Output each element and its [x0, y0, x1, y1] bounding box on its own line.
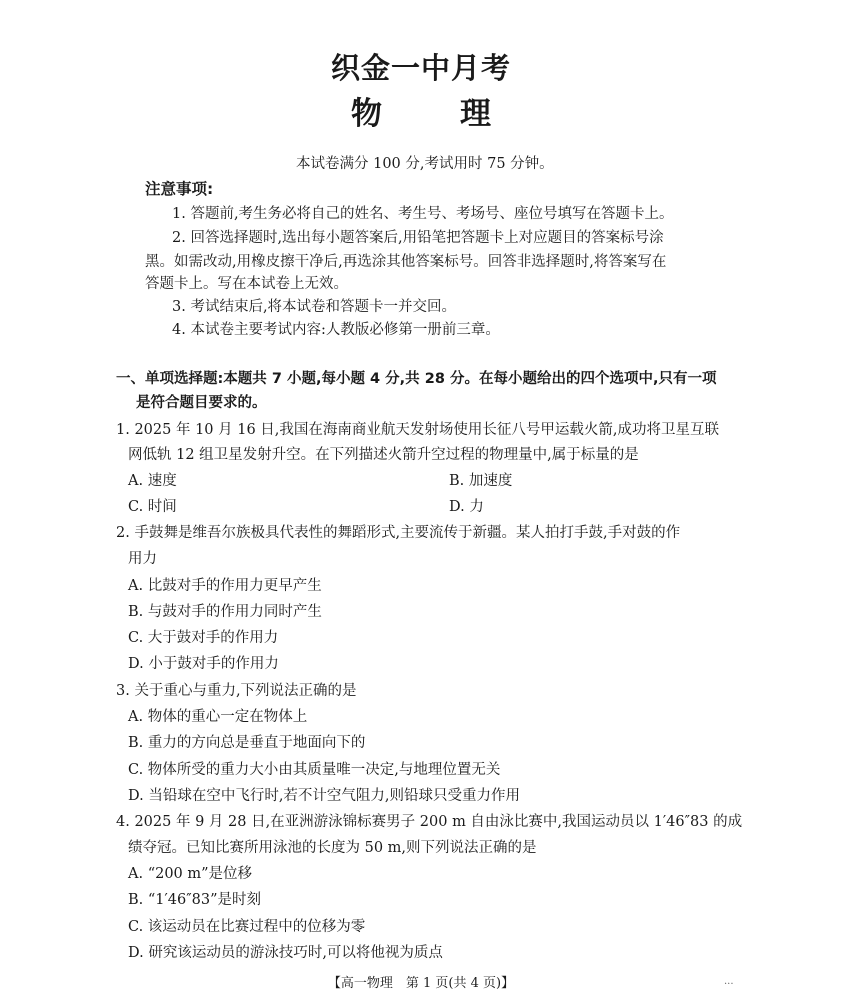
question-4-stem-cont: 绩夺冠。已知比赛所用泳池的长度为 50 m,则下列说法正确的是 [128, 840, 537, 856]
question-1-option-c: C. 时间 [128, 499, 177, 515]
question-1-option-d: D. 力 [449, 499, 484, 515]
question-1-stem: 1. 2025 年 10 月 16 日,我国在海南商业航天发射场使用长征八号甲运载火箭,成功将卫星互联 [116, 422, 720, 438]
notice-line: 黑。如需改动,用橡皮擦干净后,再选涂其他答案标号。回答非选择题时,将答案写在 [145, 254, 667, 270]
question-2-stem-cont: 用力 [128, 551, 157, 567]
question-3-option-b: B. 重力的方向总是垂直于地面向下的 [128, 735, 366, 751]
question-4-option-d: D. 研究该运动员的游泳技巧时,可以将他视为质点 [128, 945, 443, 961]
question-4-stem: 4. 2025 年 9 月 28 日,在亚洲游泳锦标赛男子 200 m 自由泳比赛中,我国运动员以 1′46″83 的成 [116, 814, 743, 830]
exam-title: 织金一中月考 [330, 51, 511, 85]
subject-char-2: 理 [460, 96, 491, 132]
subject-title [0, 88, 842, 133]
question-2-option-b: B. 与鼓对手的作用力同时产生 [128, 604, 322, 620]
question-3-stem: 3. 关于重心与重力,下列说法正确的是 [116, 683, 357, 699]
question-2-option-a: A. 比鼓对手的作用力更早产生 [128, 578, 322, 594]
question-3-option-a: A. 物体的重心一定在物体上 [128, 709, 308, 725]
question-1-stem-cont: 网低轨 12 组卫星发射升空。在下列描述火箭升空过程的物理量中,属于标量的是 [128, 447, 639, 463]
question-3-option-c: C. 物体所受的重力大小由其质量唯一决定,与地理位置无关 [128, 762, 501, 778]
question-2-stem: 2. 手鼓舞是维吾尔族极具代表性的舞蹈形式,主要流传于新疆。某人拍打手鼓,手对鼓的作 [116, 525, 681, 541]
notice-line: 3. 考试结束后,将本试卷和答题卡一并交回。 [172, 299, 457, 315]
question-4-option-c: C. 该运动员在比赛过程中的位移为零 [128, 919, 366, 935]
notice-line: 答题卡上。写在本试卷上无效。 [145, 276, 348, 292]
question-1-option-b: B. 加速度 [449, 473, 513, 489]
section-heading: 一、单项选择题:本题共 7 小题,每小题 4 分,共 28 分。在每小题给出的四个选项中,只有一项 [116, 371, 717, 387]
notice-line: 1. 答题前,考生务必将自己的姓名、考生号、考场号、座位号填写在答题卡上。 [172, 206, 674, 222]
notice-line: 4. 本试卷主要考试内容:人教版必修第一册前三章。 [172, 322, 500, 338]
section-heading-cont: 是符合题目要求的。 [136, 395, 267, 411]
page-footer: 【高一物理 第 1 页(共 4 页)】 [327, 976, 515, 991]
question-2-option-c: C. 大于鼓对手的作用力 [128, 630, 279, 646]
notice-heading: 注意事项: [145, 180, 214, 198]
question-1-option-a: A. 速度 [128, 473, 177, 489]
question-4-option-b: B. “1′46″83”是时刻 [128, 892, 262, 908]
question-3-option-d: D. 当铅球在空中飞行时,若不计空气阻力,则铅球只受重力作用 [128, 788, 521, 804]
subject-char-1: 物 [351, 96, 382, 132]
notice-line: 2. 回答选择题时,选出每小题答案后,用铅笔把答题卡上对应题目的答案标号涂 [172, 230, 664, 246]
question-2-option-d: D. 小于鼓对手的作用力 [128, 656, 279, 672]
exam-intro: 本试卷满分 100 分,考试用时 75 分钟。 [296, 156, 554, 172]
question-4-option-a: A. “200 m”是位移 [128, 866, 253, 882]
corner-mark: ... [724, 976, 734, 987]
